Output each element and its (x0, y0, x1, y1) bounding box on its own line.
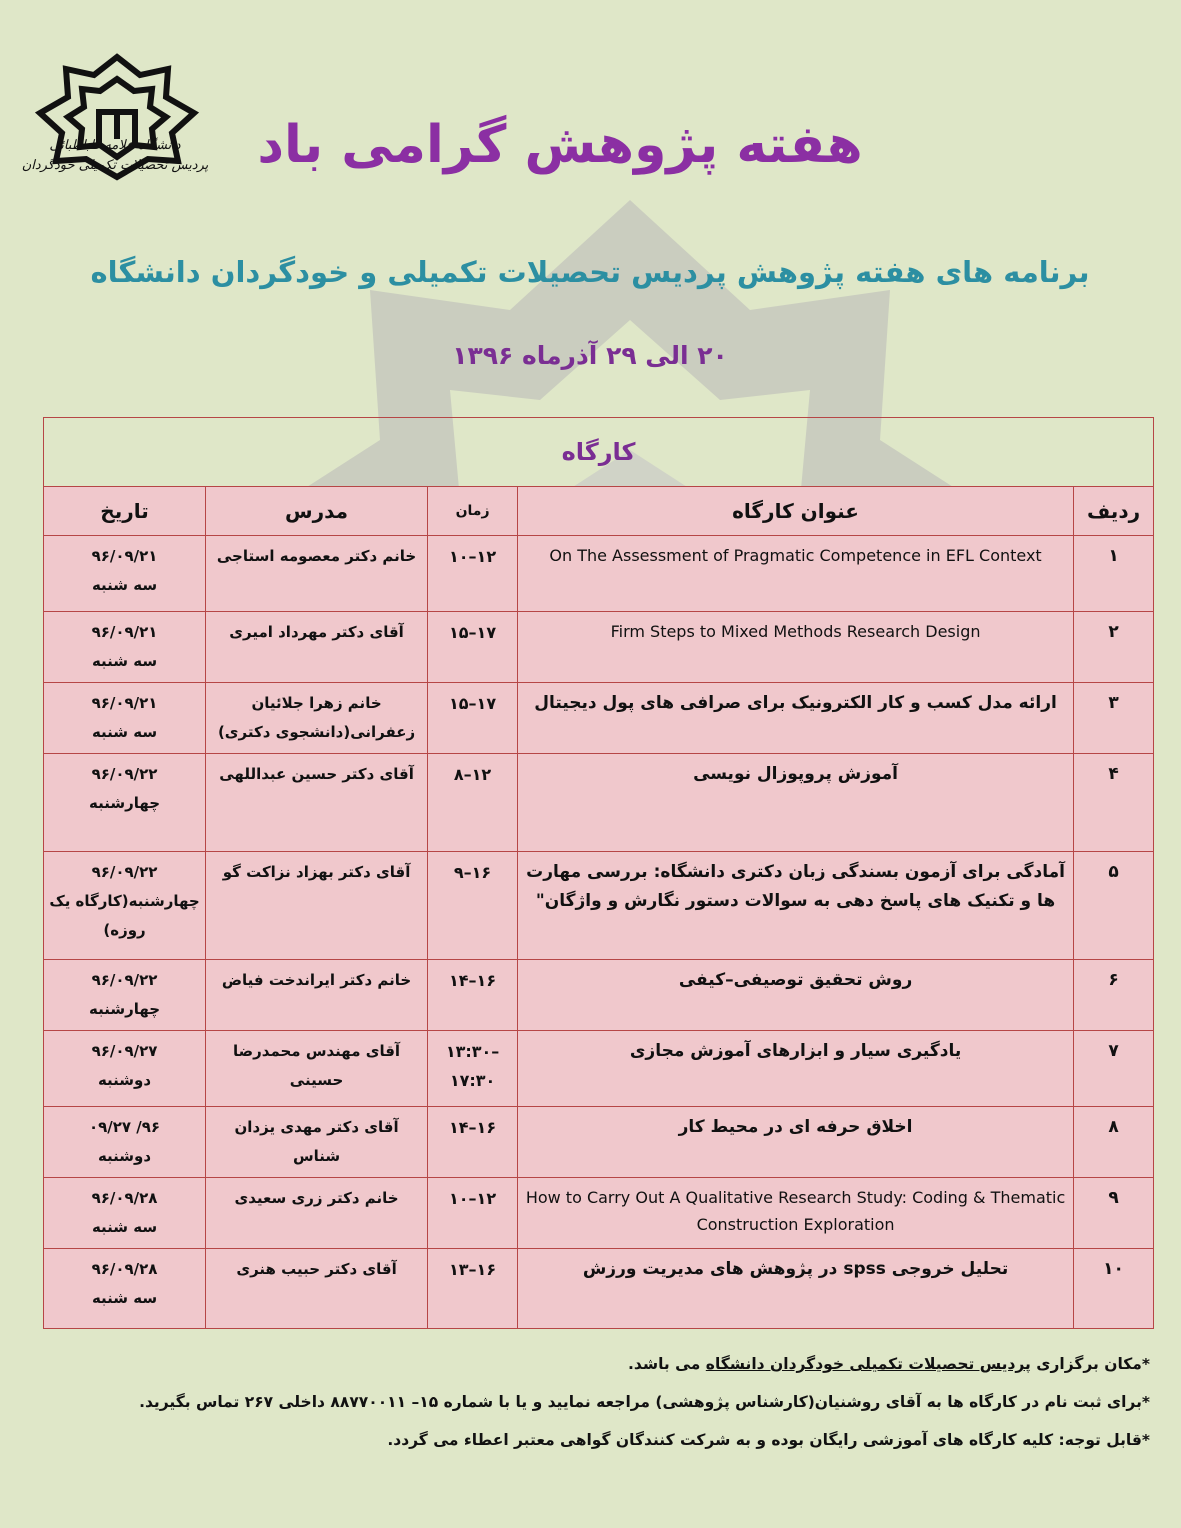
note-location (60, 1345, 1150, 1383)
row-number-cell: ۹ (1074, 1178, 1154, 1249)
time-cell: ۱۲–۸ (428, 754, 518, 852)
day-value: دوشنبه (97, 1147, 152, 1165)
row-number-cell: ۱۰ (1074, 1249, 1154, 1329)
row-number-cell: ۴ (1074, 754, 1154, 852)
row-number-cell: ۲ (1074, 612, 1154, 683)
date-value: ۹۶/۰۹/۲۲ (91, 971, 158, 989)
date-cell (44, 536, 206, 612)
workshop-title-cell: آمادگی برای آزمون بسندگی زبان دکتری دانشگاه: بررسی مهارت ها و تکنیک های پاسخ دهی به سوالات دستور نگارش و واژگان" (518, 852, 1074, 960)
workshop-title-cell: آموزش پروپوزال نویسی (518, 754, 1074, 852)
table-row (44, 960, 1154, 1031)
teacher-cell: خانم دکتر معصومه استاجی (206, 536, 428, 612)
date-cell (44, 612, 206, 683)
logo-line-1: دانشگاه علامه طباطبائی (49, 138, 181, 153)
teacher-cell: آقای مهندس محمدرضا حسینی (206, 1031, 428, 1107)
row-number-cell: ۷ (1074, 1031, 1154, 1107)
time-cell: ۱۷–۱۵ (428, 612, 518, 683)
table-row (44, 1178, 1154, 1249)
date-value: ۹۶/۰۹/۲۲ (91, 863, 158, 881)
header-title: عنوان کارگاه (518, 487, 1074, 536)
date-cell (44, 1249, 206, 1329)
row-number-cell: ۶ (1074, 960, 1154, 1031)
day-value: سه شنبه (91, 1289, 158, 1307)
teacher-cell: آقای دکتر بهزاد نزاکت گو (206, 852, 428, 960)
row-number-cell: ۱ (1074, 536, 1154, 612)
day-value: سه شنبه (91, 652, 158, 670)
date-value: ۹۶/۰۹/۲۸ (91, 1260, 158, 1278)
time-cell: ۱۷–۱۵ (428, 683, 518, 754)
workshop-title-cell: Firm Steps to Mixed Methods Research Design (518, 612, 1074, 683)
date-cell (44, 1178, 206, 1249)
workshop-title-cell: روش تحقیق توصیفی–کیفی (518, 960, 1074, 1031)
table-row (44, 683, 1154, 754)
workshop-title-cell: تحلیل خروجی spss در پژوهش های مدیریت ورزش (518, 1249, 1074, 1329)
date-range: ۲۰ الی ۲۹ آذرماه ۱۳۹۶ (452, 341, 728, 370)
header-time: زمان (428, 487, 518, 536)
teacher-cell: آقای دکتر حسین عبداللهی (206, 754, 428, 852)
teacher-cell: خانم زهرا جلائیان زعفرانی(دانشجوی دکتری) (206, 683, 428, 754)
note-certificate: *قابل توجه: کلیه کارگاه های آموزشی رایگان بوده و به شرکت کنندگان گواهی معتبر اعطاء می گردد. (387, 1431, 1150, 1449)
table-row (44, 536, 1154, 612)
teacher-cell: آقای دکتر مهدی یزدان شناس (206, 1107, 428, 1178)
note-location-suffix: می باشد. (628, 1355, 706, 1373)
date-cell (44, 852, 206, 960)
time-cell: ۱۶–۱۳ (428, 1249, 518, 1329)
sub-title: برنامه های هفته پژوهش پردیس تحصیلات تکمیلی و خودگردان دانشگاه (90, 255, 1090, 289)
date-value: ۹۶/۰۹/۲۱ (91, 623, 158, 641)
header-row-number: ردیف (1074, 487, 1154, 536)
day-value: چهارشنبه (88, 794, 161, 812)
main-title: هفته پژوهش گرامی باد (257, 115, 863, 175)
day-value: چهارشنبه (88, 1000, 161, 1018)
workshop-title-cell: اخلاق حرفه ای در محیط کار (518, 1107, 1074, 1178)
logo-line-2: پردیس تحصیلات تکمیلی خودگردان (21, 158, 209, 173)
workshop-title-cell: How to Carry Out A Qualitative Research Study: Coding & Thematic Construction Exploration (518, 1178, 1074, 1249)
date-value: ۹۶/۰۹/۲۷ (91, 1042, 158, 1060)
time-cell: ۱۶–۱۴ (428, 960, 518, 1031)
table-row (44, 1107, 1154, 1178)
date-value: ۹۶/۰۹/۲۱ (91, 694, 158, 712)
date-cell (44, 1107, 206, 1178)
teacher-cell: آقای دکتر مهرداد امیری (206, 612, 428, 683)
table-row (44, 612, 1154, 683)
day-value: چهارشنبه(کارگاه یک روزه) (49, 892, 200, 939)
date-cell (44, 754, 206, 852)
table-caption: کارگاه (44, 418, 1154, 487)
date-cell (44, 960, 206, 1031)
university-logo-icon (28, 30, 206, 202)
table-body (44, 536, 1154, 1329)
table-row (44, 1031, 1154, 1107)
time-cell: ۱۲–۱۰ (428, 1178, 518, 1249)
row-number-cell: ۵ (1074, 852, 1154, 960)
row-number-cell: ۳ (1074, 683, 1154, 754)
day-value: دوشنبه (97, 1071, 152, 1089)
date-value: ۹۶/۰۹/۲۱ (91, 547, 158, 565)
workshop-table (43, 417, 1154, 1329)
row-number-cell: ۸ (1074, 1107, 1154, 1178)
header-date: تاریخ (44, 487, 206, 536)
teacher-cell: خانم دکتر ایراندخت فیاض (206, 960, 428, 1031)
note-registration: *برای ثبت نام در کارگاه ها به آقای روشنیان(کارشناس پژوهشی) مراجعه نمایید و یا با شماره ۱۵– ۸۸۷۷۰۰۱۱ داخلی ۲۶۷ تماس بگیرید. (139, 1393, 1150, 1411)
note-location-place: پردیس تحصیلات تکمیلی خودگردان دانشگاه (705, 1355, 1031, 1373)
date-cell (44, 683, 206, 754)
date-value: ۹۶/۰۹/۲۲ (91, 765, 158, 783)
day-value: سه شنبه (91, 723, 158, 741)
teacher-cell: آقای دکتر حبیب هنری (206, 1249, 428, 1329)
time-cell: –۱۳:۳۰ ۱۷:۳۰ (428, 1031, 518, 1107)
date-cell (44, 1031, 206, 1107)
note-location-prefix: *مکان برگزاری (1030, 1355, 1150, 1373)
time-cell: ۱۶–۹ (428, 852, 518, 960)
date-value: ۹۶/ ۰۹/۲۷ (88, 1118, 161, 1136)
header-teacher: مدرس (206, 487, 428, 536)
workshop-title-cell: یادگیری سیار و ابزارهای آموزش مجازی (518, 1031, 1074, 1107)
table-row (44, 754, 1154, 852)
day-value: سه شنبه (91, 576, 158, 594)
time-cell: ۱۲–۱۰ (428, 536, 518, 612)
logo-caption (20, 136, 210, 176)
notes (60, 1345, 1150, 1459)
table-row (44, 1249, 1154, 1329)
date-value: ۹۶/۰۹/۲۸ (91, 1189, 158, 1207)
day-value: سه شنبه (91, 1218, 158, 1236)
workshop-title-cell: ارائه مدل کسب و کار الکترونیک برای صرافی های پول دیجیتال (518, 683, 1074, 754)
teacher-cell: خانم دکتر زری سعیدی (206, 1178, 428, 1249)
time-cell: ۱۶–۱۴ (428, 1107, 518, 1178)
workshop-title-cell: On The Assessment of Pragmatic Competence in EFL Context (518, 536, 1074, 612)
table-header-row (44, 487, 1154, 536)
table-row (44, 852, 1154, 960)
